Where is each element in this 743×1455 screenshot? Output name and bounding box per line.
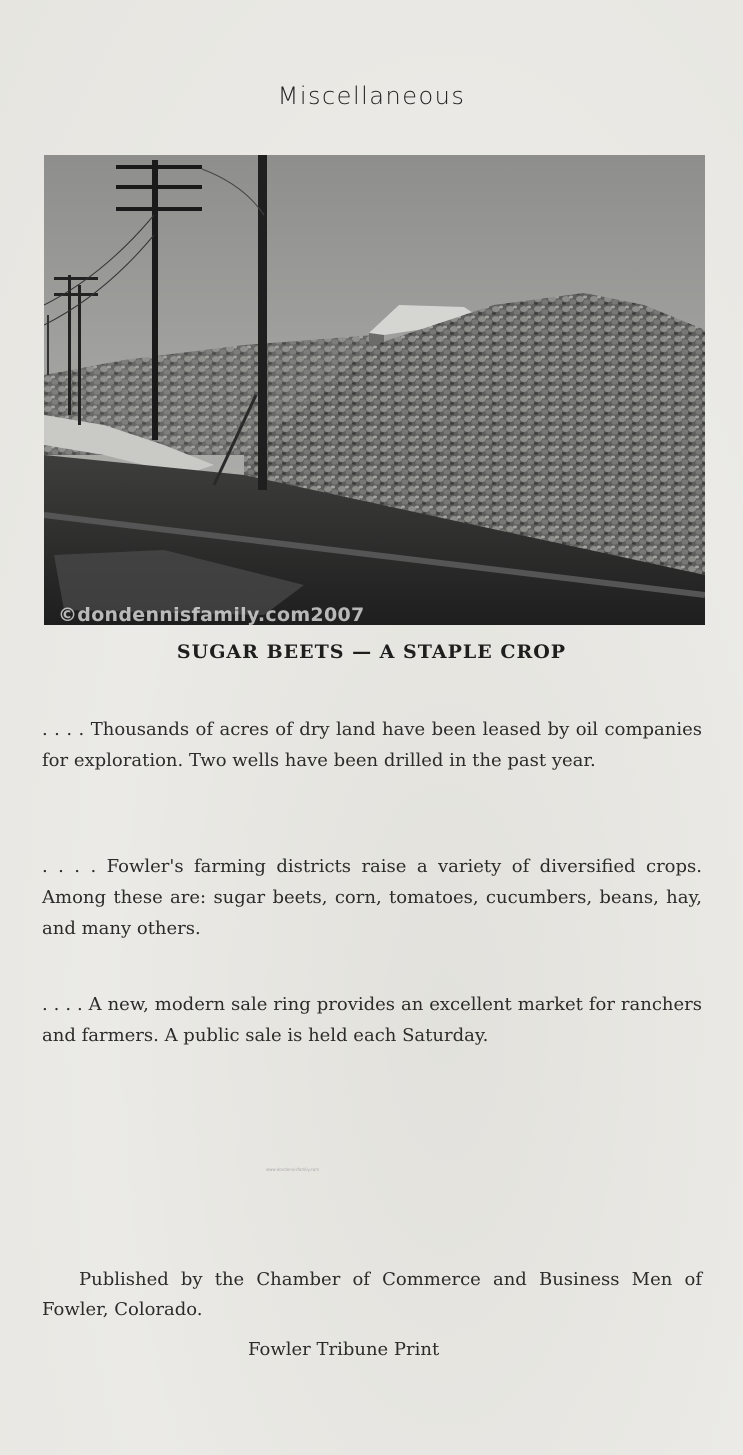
page-title: Miscellaneous bbox=[277, 82, 466, 110]
publisher-credit: Published by the Chamber of Commerce and Business Men of Fowler, Colorado. bbox=[42, 1269, 702, 1320]
sugar-beet-pile-photo bbox=[44, 155, 705, 625]
photo-caption: SUGAR BEETS — A STAPLE CROP bbox=[176, 641, 567, 663]
paragraph-crops: . . . . Fowler's farming districts raise a variety of diversified crops. Among these are: sugar beets, corn, tomatoes, cucumbers, beans, hay, and many others. bbox=[42, 856, 702, 939]
paragraph-sale-ring: . . . . A new, modern sale ring provides an excellent market for ranchers and farmers. A public sale is held each Saturday. bbox=[42, 994, 702, 1046]
photo-illustration bbox=[44, 155, 705, 625]
paragraph-oil-leases: . . . . Thousands of acres of dry land have been leased by oil companies for exploration. Two wells have been drilled in the past year. bbox=[42, 719, 702, 771]
tiny-watermark: www.dondennisfamily.com bbox=[266, 1167, 320, 1172]
copyright-watermark: ©dondennisfamily.com2007 bbox=[58, 604, 365, 626]
printer-credit: Fowler Tribune Print bbox=[248, 1339, 440, 1360]
